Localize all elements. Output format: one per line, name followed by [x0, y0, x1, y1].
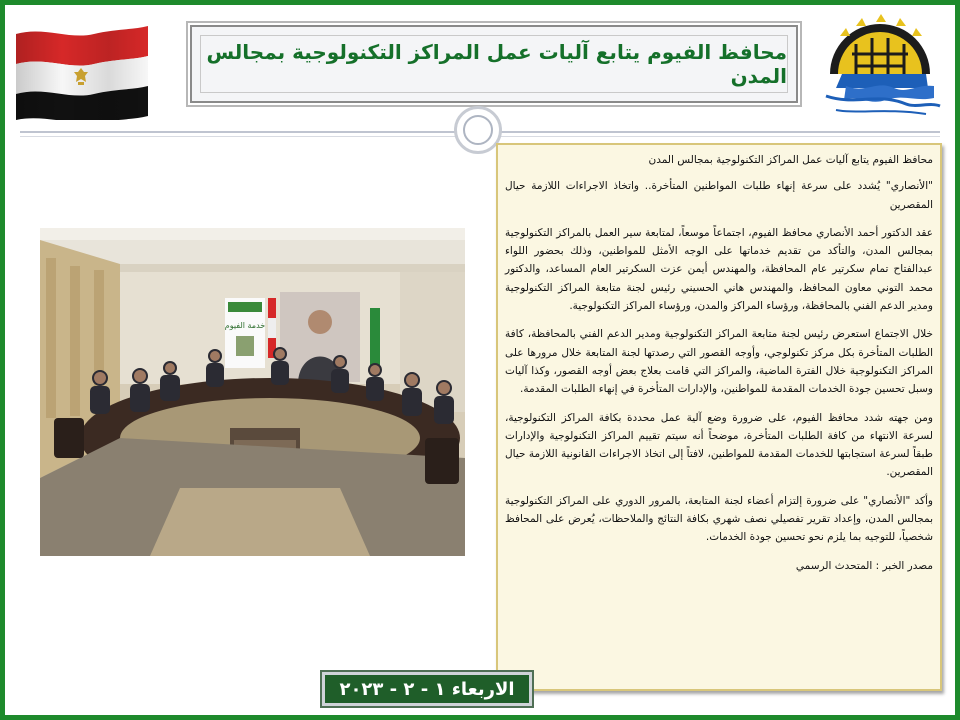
title-box	[190, 25, 798, 103]
article-paragraph-4: وأكد "الأنصاري" على ضرورة إلتزام أعضاء لجنة المتابعة، بالمرور الدوري على المراكز التكنولوجية بمجالس المدن، وإعداد تقرير تفصيلي نصف شهري بكافة النتائج والملاحظات، يُعرض على المحافظ شخصياً، للتوجيه بما يلزم نحو تحسين جودة الخدمات.	[505, 494, 933, 544]
fayoum-governorate-logo	[816, 14, 946, 122]
article-panel	[496, 143, 942, 691]
divider-ornament-inner	[463, 115, 493, 145]
article-paragraph-3: ومن جهته شدد محافظ الفيوم، على ضرورة وضع آلية عمل محددة بكافة المراكز التكنولوجية، لسرعة الانتهاء من كافة الطلبات المتأخرة، موضحاً أنه سيتم تقييم المراكز التكنولوجية والإدارات طبقاً لسرعة استجابتها للخدمات المقدمة للمواطنين، لافتاً إلى اتخاذ الاجراءات القانونية اللازمة حيال المقصرين.	[505, 411, 933, 479]
date-text: الاربعاء ١ - ٢ - ٢٠٢٣	[339, 678, 515, 700]
banner-text: خدمة الفيوم	[224, 321, 266, 330]
article-paragraph-1: عقد الدكتور أحمد الأنصاري محافظ الفيوم، اجتماعاً موسعاً، لمتابعة سير العمل بالمراكز التكنولوجية بمجالس المدن، والتأكد من تقديم خدماتها على الوجه الأمثل للمواطنين، وذلك بحضور اللواء عبدالفتاح تمام سكرتير عام المحافظة، والمهندس أيمن عزت السكرتير العام المساعد، والدكتور محمد التوني معاون المحافظ، والمهندس هاني الحسيني رئيس لجنة متابعة المراكز التكنولوجية ومدير الدعم الفني بالمحافظة، ورؤساء المراكز والمدن، ورؤساء المراكز التكنولوجية.	[505, 226, 933, 313]
meeting-photo	[40, 228, 465, 556]
article-subheadline: "الأنصاري" يُشدد على سرعة إنهاء طلبات المواطنين المتأخرة.. واتخاذ الاجراءات اللازمة حيال المقصرين	[505, 180, 933, 211]
page-title: محافظ الفيوم يتابع آليات عمل المراكز التكنولوجية بمجالس المدن	[206, 40, 787, 88]
title-box-inner	[200, 35, 788, 93]
article-paragraph-2: خلال الاجتماع استعرض رئيس لجنة متابعة المراكز التكنولوجية ومدير الدعم الفني بالمحافظة، كافة الطلبات المتأخرة بكل مركز تكنولوجي، وأوجه القصور التي رصدتها لجنة المتابعة خلال مرورها على المراكز التكنولوجية خلال الفترة الماضية، والمراكز التي قامت بعلاج بعض أوجه القصور، وكذا آليات وسبل تحسين جودة الخدمات المقدمة للمواطنين، والإدارات المتأخرة في إنهاء الطلبات المقدمة.	[505, 328, 933, 396]
date-badge	[322, 672, 532, 706]
egypt-flag-icon	[14, 26, 150, 120]
article-source: مصدر الخبر : المتحدث الرسمي	[795, 559, 933, 572]
article-headline: محافظ الفيوم يتابع آليات عمل المراكز التكنولوجية بمجالس المدن	[648, 154, 933, 166]
divider-ornament	[454, 106, 502, 154]
